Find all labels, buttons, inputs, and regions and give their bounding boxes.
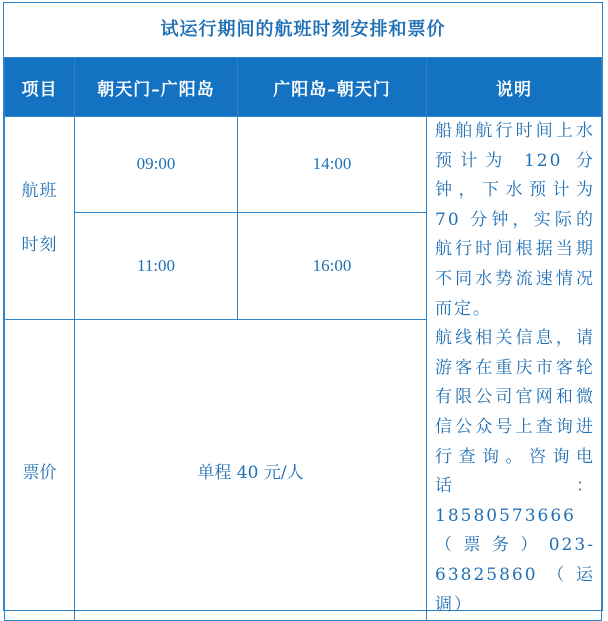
- header-route-chaotianmen-guangyangdao: 朝天门–广阳岛: [75, 58, 238, 117]
- schedule-frame: [3, 2, 603, 615]
- page-title: 试运行期间的航班时刻安排和票价: [160, 19, 446, 40]
- departure-time: 09:00: [75, 117, 238, 213]
- header-notes: 说明: [427, 58, 602, 117]
- header-row: [5, 58, 602, 117]
- row-label-schedule-line2: 时刻: [21, 235, 58, 256]
- departure-time: 11:00: [75, 212, 238, 320]
- fare-value: 单程 40 元/人: [75, 320, 427, 621]
- header-route-guangyangdao-chaotianmen: 广阳岛–朝天门: [238, 58, 427, 117]
- header-item: 项目: [5, 58, 75, 117]
- schedule-table: [4, 57, 602, 621]
- notes-paragraph: 船舶航行时间上水预计为 120 分钟，下水预计为 70 分钟，实际的航行时间根据当期不同水势流速情况而定。: [435, 121, 595, 319]
- notes-cell: [427, 117, 602, 621]
- row-label-schedule: [5, 117, 75, 320]
- table-row: [5, 117, 602, 213]
- notes-paragraph: 航线相关信息，请游客在重庆市客轮有限公司官网和微信公众号上查询进行查询。咨询电话：18580573666（票务）023-63825860（运调）: [435, 328, 595, 615]
- departure-time: 14:00: [238, 117, 427, 213]
- row-label-schedule-line1: 航班: [21, 181, 58, 202]
- row-label-fare: 票价: [5, 320, 75, 621]
- departure-time: 16:00: [238, 212, 427, 320]
